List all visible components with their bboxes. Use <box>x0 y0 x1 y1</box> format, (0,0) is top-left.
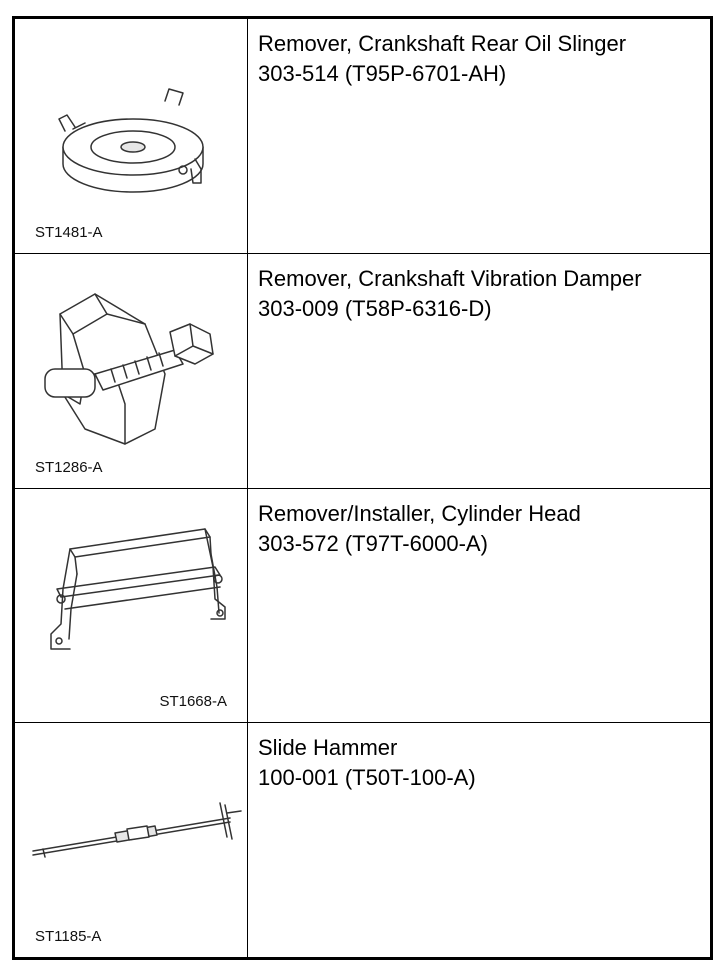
vibration-damper-remover-icon <box>15 254 248 489</box>
tool-name: Remover, Crankshaft Vibration Damper <box>258 265 642 291</box>
tool-description <box>248 489 710 723</box>
tool-illustration-cell <box>15 723 248 957</box>
tool-description <box>248 254 710 488</box>
tool-name: Remover, Crankshaft Rear Oil Slinger <box>258 31 627 56</box>
tool-number: 303-572 (T97T-6000-A) <box>258 530 488 556</box>
tool-row <box>15 489 710 724</box>
illustration-code: ST1668-A <box>159 693 227 711</box>
tool-description <box>248 19 710 253</box>
tool-row <box>15 723 710 957</box>
tool-name: Remover/Installer, Cylinder Head <box>258 500 581 526</box>
illustration-code: ST1481-A <box>35 223 103 241</box>
tool-description <box>248 723 710 957</box>
slide-hammer-icon <box>15 723 248 958</box>
tool-name: Slide Hammer <box>258 735 398 761</box>
tool-row <box>15 19 710 254</box>
tool-illustration-cell <box>15 19 248 253</box>
tool-row <box>15 254 710 489</box>
illustration-code: ST1185-A <box>35 928 102 945</box>
tool-illustration-cell <box>15 489 248 723</box>
tool-illustration-cell <box>15 254 248 488</box>
tool-number: 303-514 (T95P-6701-AH) <box>258 61 507 86</box>
tool-number: 303-009 (T58P-6316-D) <box>258 295 492 321</box>
tool-number: 100-001 (T50T-100-A) <box>258 765 476 791</box>
cylinder-head-remover-installer-icon <box>15 489 248 724</box>
special-tools-table <box>12 16 713 960</box>
illustration-code: ST1286-A <box>35 458 103 476</box>
oil-slinger-remover-icon <box>15 19 248 254</box>
